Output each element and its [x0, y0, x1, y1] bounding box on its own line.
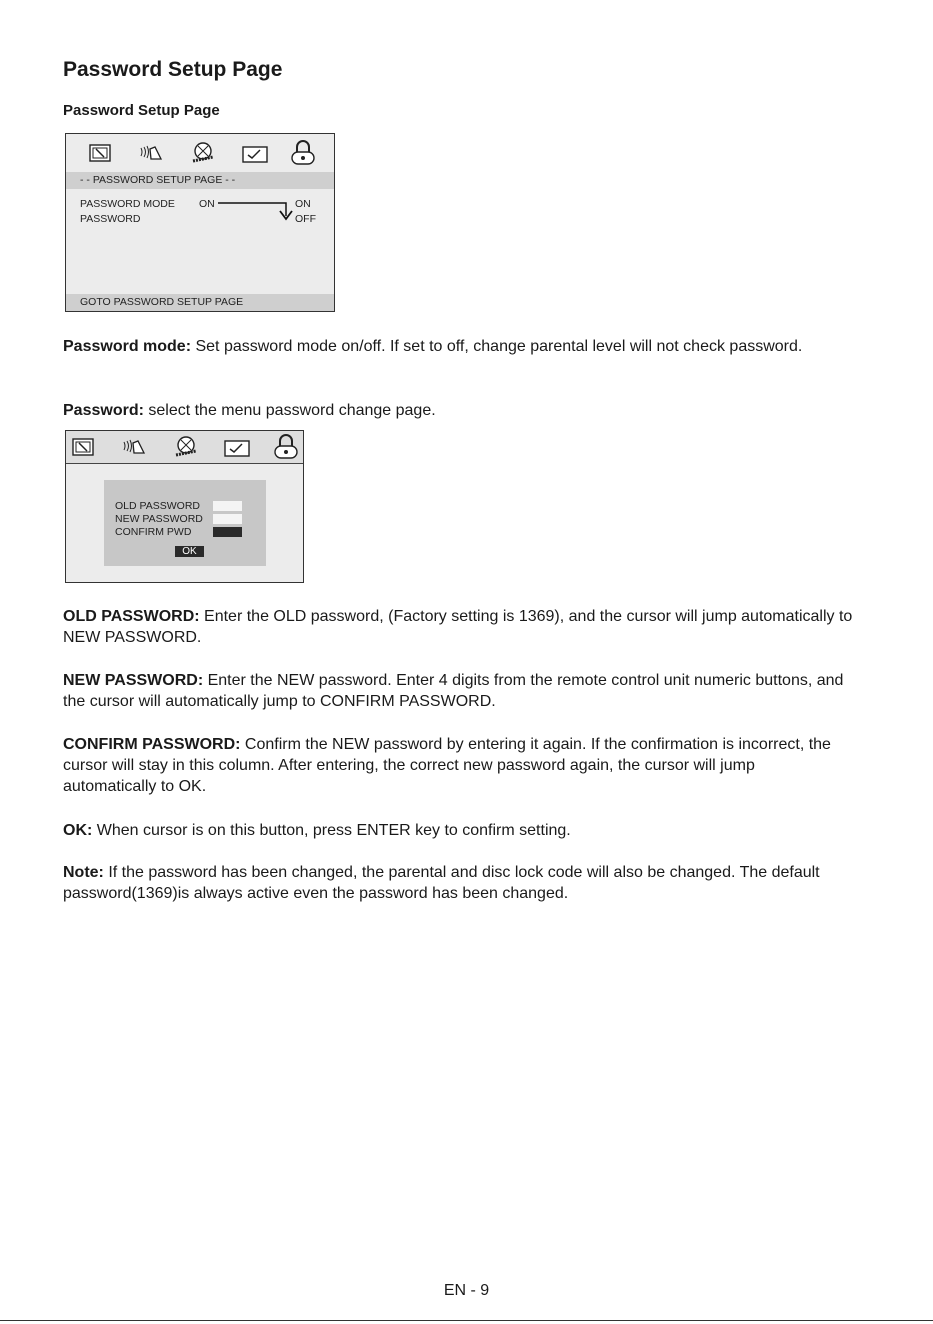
- old-password-field[interactable]: [213, 501, 242, 511]
- password-mode-value: ON: [199, 198, 215, 210]
- new-password-field[interactable]: [213, 514, 242, 524]
- menu-footer: GOTO PASSWORD SETUP PAGE: [80, 296, 244, 308]
- menu-footer-strip: [66, 294, 334, 311]
- password-mode-label[interactable]: PASSWORD MODE: [80, 198, 175, 210]
- confirm-password-label: CONFIRM PWD: [115, 526, 192, 538]
- video-setup-icon[interactable]: [188, 139, 218, 167]
- general-setup-icon[interactable]: [69, 433, 99, 461]
- new-password-description: NEW PASSWORD: Enter the NEW password. Enter 4 digits from the remote control unit numeric buttons, and the cursor will automatically jump to CONFIRM PASSWORD.: [63, 672, 844, 710]
- arrow-icon: [218, 200, 293, 222]
- video-setup-icon[interactable]: [171, 433, 201, 461]
- audio-setup-icon[interactable]: [120, 433, 150, 461]
- old-password-description: OLD PASSWORD: Enter the OLD password, (Factory setting is 1369), and the cursor will jump automatically to NEW PASSWORD.: [63, 608, 853, 646]
- password-setup-screen: [65, 133, 335, 312]
- password-lock-icon[interactable]: [271, 433, 301, 461]
- preference-icon[interactable]: [240, 139, 270, 167]
- ok-description: OK: When cursor is on this button, press ENTER key to confirm setting.: [63, 822, 571, 839]
- password-description: Password: select the menu password change page.: [63, 402, 436, 419]
- password-label[interactable]: PASSWORD: [80, 213, 141, 225]
- ok-button[interactable]: OK: [175, 546, 204, 557]
- confirm-password-field[interactable]: [213, 527, 242, 537]
- bottom-rule: [0, 1320, 933, 1321]
- password-dialog: [104, 480, 266, 566]
- confirm-password-description: CONFIRM PASSWORD: Confirm the NEW password by entering it again. If the confirmation is incorrect, the cursor will stay in this column. After entering, the correct new password again, the cursor will jump automatically to OK.: [63, 736, 831, 795]
- audio-setup-icon[interactable]: [137, 139, 167, 167]
- menu-header-strip: [66, 172, 334, 189]
- option-off[interactable]: OFF: [295, 213, 316, 225]
- setup-icon-bar: [66, 134, 334, 173]
- password-mode-description: Password mode: Set password mode on/off. If set to off, change parental level will not check password.: [63, 338, 803, 355]
- note-description: Note: If the password has been changed, the parental and disc lock code will also be changed. The default password(1369)is always active even the password has been changed.: [63, 864, 820, 902]
- password-lock-icon[interactable]: [288, 139, 318, 167]
- new-password-label: NEW PASSWORD: [115, 513, 203, 525]
- password-change-screen: [65, 430, 304, 583]
- page-title: Password Setup Page: [63, 58, 283, 81]
- old-password-label: OLD PASSWORD: [115, 500, 200, 512]
- preference-icon[interactable]: [222, 433, 252, 461]
- option-on[interactable]: ON: [295, 198, 311, 210]
- menu-header: - - PASSWORD SETUP PAGE - -: [80, 174, 236, 186]
- general-setup-icon[interactable]: [86, 139, 116, 167]
- page-number: EN - 9: [443, 1282, 490, 1299]
- setup-icon-bar: [66, 431, 303, 464]
- section-subtitle: Password Setup Page: [63, 102, 220, 119]
